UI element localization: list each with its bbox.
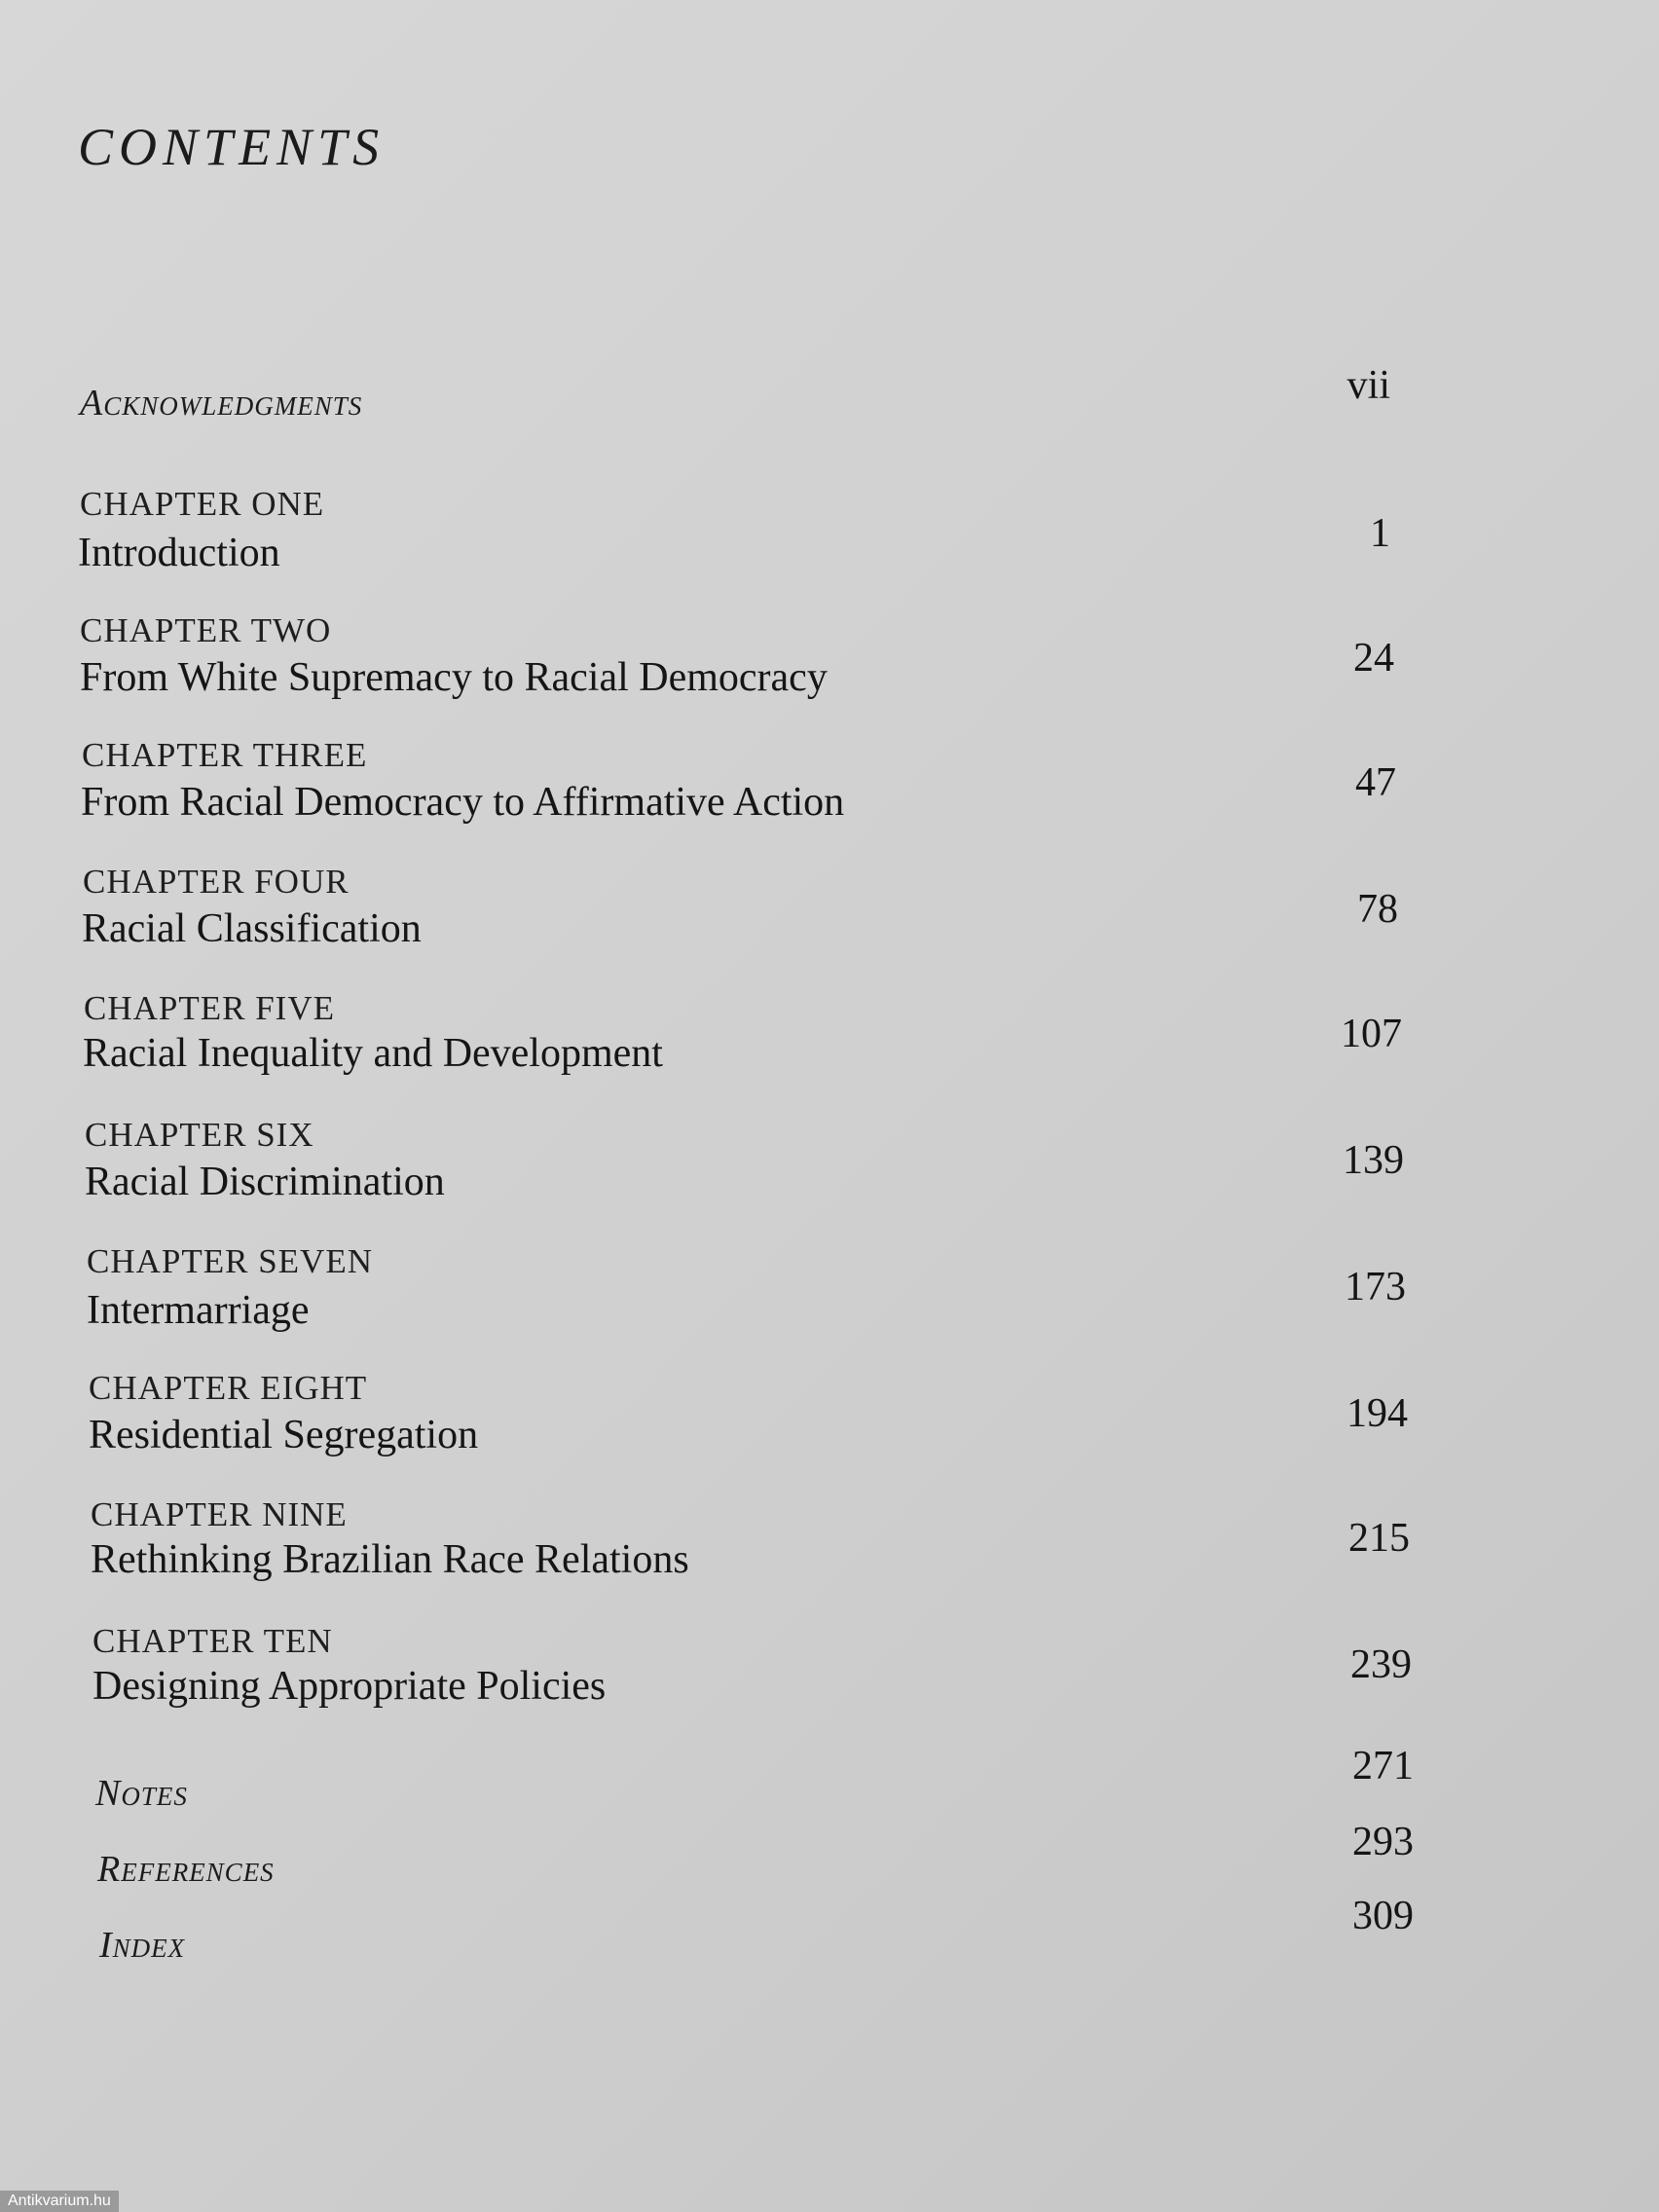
chapter-title: Introduction (78, 531, 280, 575)
chapter-label: CHAPTER TWO (80, 611, 332, 649)
chapter-label: CHAPTER FOUR (83, 863, 350, 901)
chapter-page: 139 (1343, 1138, 1404, 1183)
acknowledgments-title (80, 382, 362, 424)
chapter-label: CHAPTER THREE (82, 736, 368, 774)
chapter-title: Racial Discrimination (85, 1160, 445, 1204)
chapter-page: 78 (1357, 887, 1398, 932)
chapter-page: 1 (1370, 511, 1390, 556)
chapter-title: Racial Classification (82, 906, 422, 951)
chapter-title: Designing Appropriate Policies (92, 1664, 607, 1709)
chapter-page: 239 (1350, 1642, 1412, 1687)
index-title (99, 1924, 185, 1967)
index-text: Index (99, 1925, 186, 1966)
chapter-label: CHAPTER FIVE (84, 989, 335, 1027)
notes-title (95, 1772, 188, 1815)
chapter-title: Intermarriage (87, 1288, 310, 1333)
acknowledgments-page: vii (1346, 363, 1390, 408)
acknowledgments-text: Acknowledgments (80, 383, 363, 424)
chapter-page: 173 (1345, 1265, 1406, 1309)
chapter-page: 194 (1346, 1391, 1408, 1436)
chapter-title: Rethinking Brazilian Race Relations (91, 1537, 689, 1582)
chapter-page: 47 (1355, 760, 1396, 805)
chapter-label: CHAPTER NINE (91, 1495, 348, 1533)
chapter-page: 215 (1348, 1516, 1410, 1561)
references-title (97, 1848, 275, 1891)
page-title: CONTENTS (78, 118, 386, 176)
chapter-page: 24 (1353, 636, 1394, 681)
notes-text: Notes (95, 1773, 188, 1814)
chapter-label: CHAPTER SIX (85, 1116, 314, 1154)
index-page: 309 (1352, 1894, 1414, 1938)
notes-page: 271 (1352, 1744, 1414, 1788)
watermark: Antikvarium.hu (0, 2191, 119, 2212)
references-page: 293 (1352, 1820, 1414, 1864)
references-text: References (97, 1849, 275, 1890)
chapter-label: CHAPTER TEN (92, 1622, 333, 1660)
chapter-title: From Racial Democracy to Affirmative Action (81, 780, 845, 825)
chapter-title: Racial Inequality and Development (83, 1031, 663, 1076)
chapter-label: CHAPTER ONE (80, 485, 325, 523)
chapter-label: CHAPTER EIGHT (89, 1369, 368, 1407)
chapter-label: CHAPTER SEVEN (87, 1242, 373, 1280)
chapter-title: From White Supremacy to Racial Democracy (80, 655, 828, 700)
chapter-page: 107 (1341, 1012, 1402, 1056)
chapter-title: Residential Segregation (89, 1413, 479, 1457)
